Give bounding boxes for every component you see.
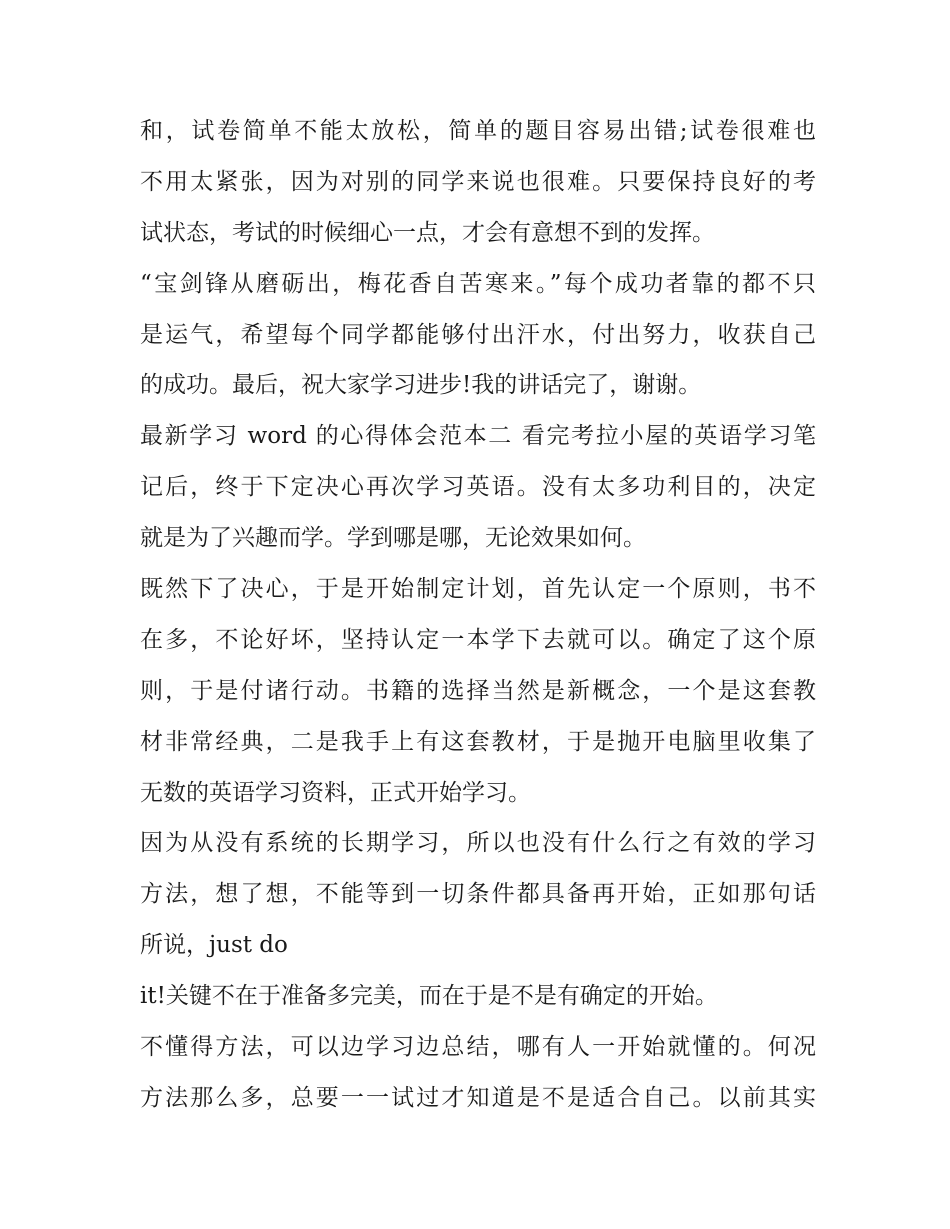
text-line: 在多，不论好坏，坚持认定一本学下去就可以。确定了这个原 bbox=[140, 626, 816, 653]
text-line: 是运气，希望每个同学都能够付出汗水，付出努力，收获自己 bbox=[140, 321, 816, 348]
text-line: 因为从没有系统的长期学习，所以也没有什么行之有效的学习 bbox=[140, 830, 816, 857]
text-line: “宝剑锋从磨砺出，梅花香自苦寒来。”每个成功者靠的都不只 bbox=[140, 270, 816, 297]
body-text bbox=[140, 106, 816, 1124]
text-line: 和，试卷简单不能太放松，简单的题目容易出错;试卷很难也 bbox=[140, 118, 816, 144]
text-line: 不用太紧张，因为对别的同学来说也很难。只要保持良好的考 bbox=[140, 168, 816, 195]
text-line: 材非常经典，二是我手上有这套教材，于是抛开电脑里收集了 bbox=[140, 728, 816, 755]
text-line: 记后，终于下定决心再次学习英语。没有太多功利目的，决定 bbox=[140, 474, 816, 501]
text-line: 既然下了决心，于是开始制定计划，首先认定一个原则，书不 bbox=[140, 576, 816, 603]
text-line: 的成功。最后，祝大家学习进步!我的讲话完了，谢谢。 bbox=[140, 372, 702, 399]
text-line: 则，于是付诸行动。书籍的选择当然是新概念，一个是这套教 bbox=[140, 677, 816, 704]
text-line: it!关键不在于准备多完美，而在于是不是有确定的开始。 bbox=[140, 983, 718, 1010]
text-line: 最新学习 word 的心得体会范本二 看完考拉小屋的英语学习笔 bbox=[140, 423, 816, 450]
text-line: 方法那么多，总要一一试过才知道是不是适合自己。以前其实 bbox=[140, 1084, 816, 1111]
text-line: 无数的英语学习资料，正式开始学习。 bbox=[140, 779, 531, 806]
text-line: 不懂得方法，可以边学习边总结，哪有人一开始就懂的。何况 bbox=[140, 1034, 816, 1061]
text-line: 就是为了兴趣而学。学到哪是哪，无论效果如何。 bbox=[140, 525, 646, 552]
text-line: 方法，想了想，不能等到一切条件都具备再开始，正如那句话 bbox=[140, 881, 816, 908]
text-line: 试状态，考试的时候细心一点，才会有意想不到的发挥。 bbox=[140, 219, 715, 246]
text-line: 所说，just do bbox=[140, 932, 288, 959]
